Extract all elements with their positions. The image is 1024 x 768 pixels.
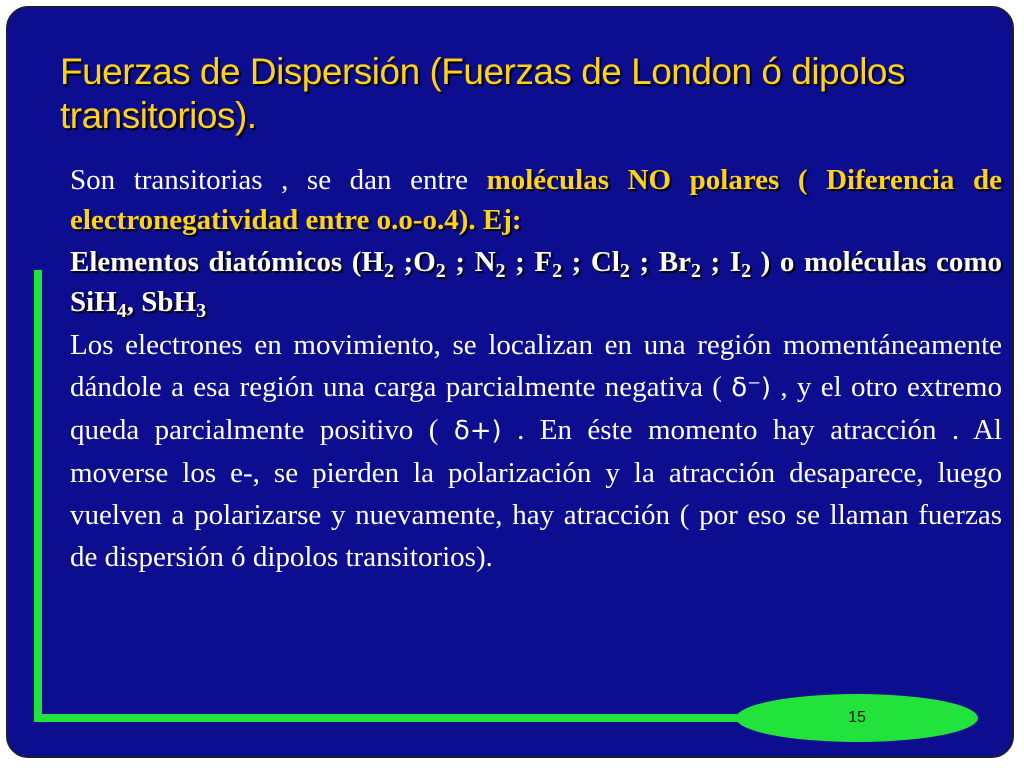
subscript: 2	[741, 260, 752, 282]
explanation-text: Los electrones en movimiento, se localizan en una región momentáneamente dándole a esa región una carga parcialmente negativa (	[70, 329, 1002, 403]
explanation-text: , y el otro extremo queda parcialmente positivo (	[70, 371, 1002, 446]
nonpolar-highlight: moléculas NO polares ( Diferencia de electronegatividad entre o.o-o.4).	[70, 164, 1002, 236]
subscript: 2	[495, 260, 506, 282]
example-text: , SbH	[126, 286, 197, 318]
example-label: Ej:	[475, 204, 522, 236]
subscript: 2	[619, 260, 630, 282]
example-text: ) o moléculas como SiH	[70, 246, 1002, 318]
explanation-text: . En éste momento hay atracción . Al moverse los e-, se pierden la polarización y la atracción desaparece, luego vuelven a polarizarse y nuevamente, hay atracción ( por eso se llaman fuerzas de dispersión ó dipolos transitorios).	[70, 414, 1002, 573]
subscript: 2	[690, 260, 701, 282]
delta-negative: δ⁻)	[731, 373, 772, 403]
subscript: 2	[552, 260, 563, 282]
example-text: ; Br	[629, 246, 691, 278]
example-text: ;O	[393, 246, 436, 278]
paragraph-examples	[70, 242, 1002, 322]
example-text: ; I	[700, 246, 742, 278]
paragraph-explanation	[70, 324, 1002, 578]
slide	[6, 6, 1014, 758]
slide-body	[70, 160, 1002, 580]
slide-title: Fuerzas de Dispersión (Fuerzas de London ó dipolos transitorios).	[60, 51, 905, 136]
page-number-badge	[736, 694, 978, 742]
subscript: 3	[196, 300, 207, 322]
subscript: 2	[383, 260, 394, 282]
example-text: Elementos diatómicos (H	[70, 246, 384, 278]
example-text: ; Cl	[562, 246, 620, 278]
green-vertical-bar	[34, 270, 42, 722]
intro-text: Son transitorias , se dan entre	[70, 164, 487, 196]
page-number: 15	[848, 709, 866, 726]
example-text: ; F	[505, 246, 553, 278]
subscript: 2	[435, 260, 446, 282]
green-horizontal-bar	[34, 714, 764, 722]
example-text: ; N	[445, 246, 496, 278]
delta-positive: δ+)	[453, 416, 502, 446]
subscript: 4	[116, 300, 127, 322]
paragraph-intro	[70, 160, 1002, 240]
